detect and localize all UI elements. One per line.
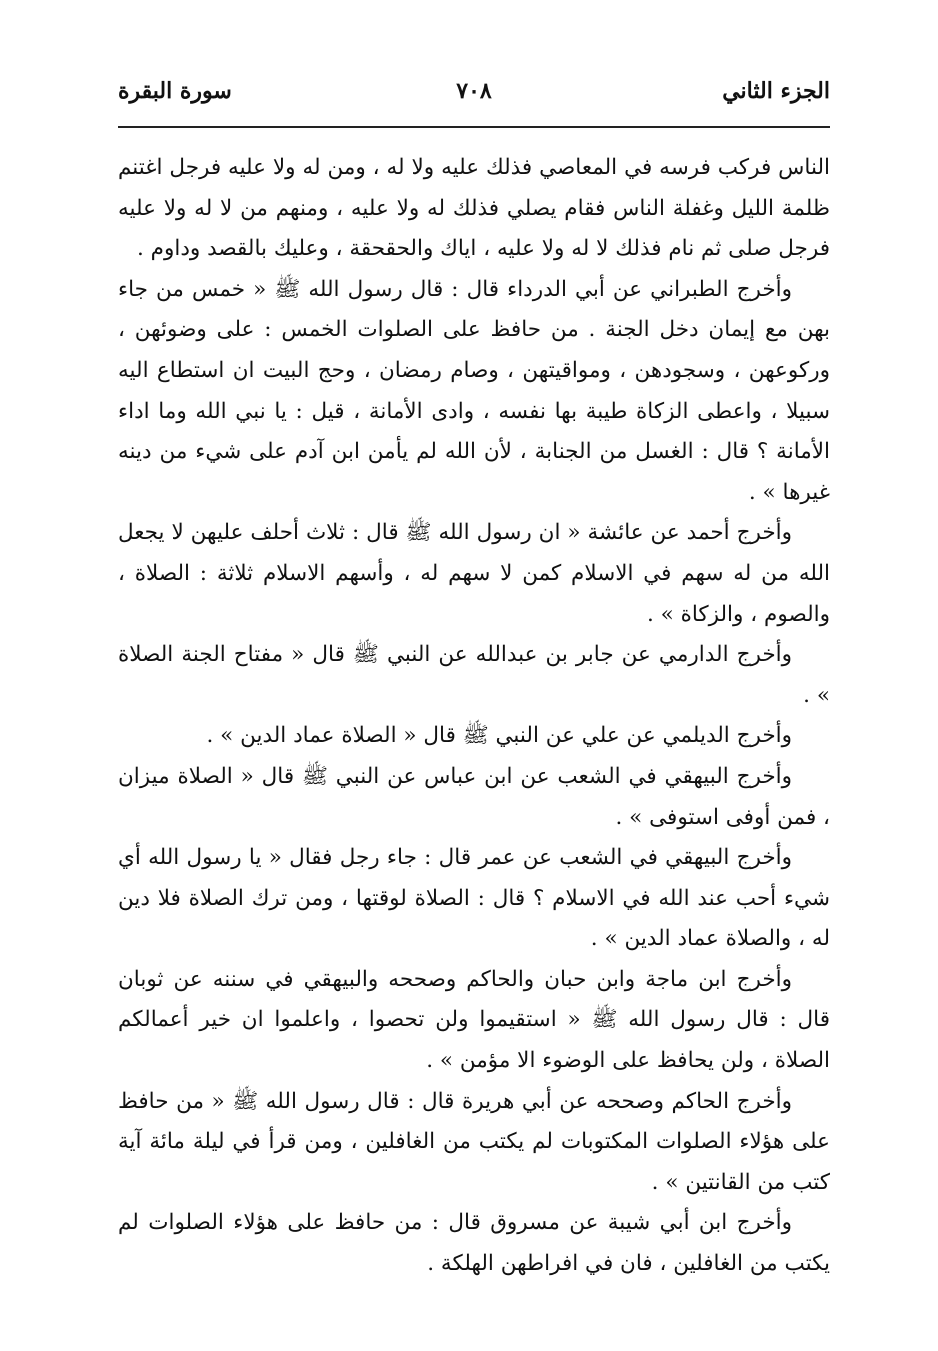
book-page [118,78,830,1285]
paragraph: وأخرج ابن أبي شيبة عن مسروق قال : من حافظ على هؤلاء الصلوات لم يكتب من الغافلين ، فان في افراطهن الهلكة . [118,1210,830,1277]
page-number: ٧٠٨ [456,78,492,104]
paragraph: وأخرج البيهقي في الشعب عن ابن عباس عن النبي ﷺ قال « الصلاة ميزان ، فمن أوفى استوفى » . [118,763,830,830]
page-body [118,148,830,1285]
paragraph: وأخرج الطبراني عن أبي الدرداء قال : قال رسول الله ﷺ « خمس من جاء بهن مع إيمان دخل الجنة . من حافظ على الصلوات الخمس : على وضوئهن ، وركوعهن ، وسجودهن ، ومواقيتهن ، وصام رمضان ، وحج البيت ان استطاع اليه سبيلا ، واعطى الزكاة طيبة بها نفسه ، وادى الأمانة ، قيل : يا نبي الله وما اداء الأمانة ؟ قال : الغسل من الجنابة ، لأن الله لم يأمن ابن آدم على شيء من دينه غيرها » . [118,276,830,505]
paragraph: الناس فركب فرسه في المعاصي فذلك عليه ولا له ، ومن له ولا عليه فرجل اغتنم ظلمة الليل وغفلة الناس فقام يصلي فذلك له ولا عليه ، ومنهم من لا له ولا عليه فرجل صلى ثم نام فذلك لا له ولا عليه ، اياك والحقحقة ، وعليك بالقصد وداوم . [118,155,830,262]
paragraph: وأخرج الحاكم وصححه عن أبي هريرة قال : قال رسول الله ﷺ « من حافظ على هؤلاء الصلوات المكتوبات لم يكتب من الغافلين ، ومن قرأ في ليلة مائة آية كتب من القانتين » . [118,1088,830,1195]
header-rule [118,126,830,128]
surah-title: سورة البقرة [118,78,232,104]
part-title: الجزء الثاني [722,78,830,104]
paragraph: وأخرج الديلمي عن علي عن النبي ﷺ قال « الصلاة عماد الدين » . [206,723,792,749]
page-header [118,78,830,120]
paragraph: وأخرج البيهقي في الشعب عن عمر قال : جاء رجل فقال « يا رسول الله أي شيء أحب عند الله في الاسلام ؟ قال : الصلاة لوقتها ، ومن ترك الصلاة فلا دين له ، والصلاة عماد الدين » . [118,845,830,952]
paragraph: وأخرج ابن ماجة وابن حبان والحاكم وصححه والبيهقي في سننه عن ثوبان قال : قال رسول الله ﷺ « استقيموا ولن تحصوا ، واعلموا ان خير أعمالكم الصلاة ، ولن يحافظ على الوضوء الا مؤمن » . [118,966,830,1074]
paragraph: وأخرج الدارمي عن جابر بن عبدالله عن النبي ﷺ قال « مفتاح الجنة الصلاة » . [118,642,830,708]
paragraph: وأخرج أحمد عن عائشة « ان رسول الله ﷺ قال : ثلاث أحلف عليهن لا يجعل الله من له سهم في الاسلام كمن لا سهم له ، وأسهم الاسلام ثلاثة : الصلاة ، والصوم ، والزكاة » . [118,520,830,627]
